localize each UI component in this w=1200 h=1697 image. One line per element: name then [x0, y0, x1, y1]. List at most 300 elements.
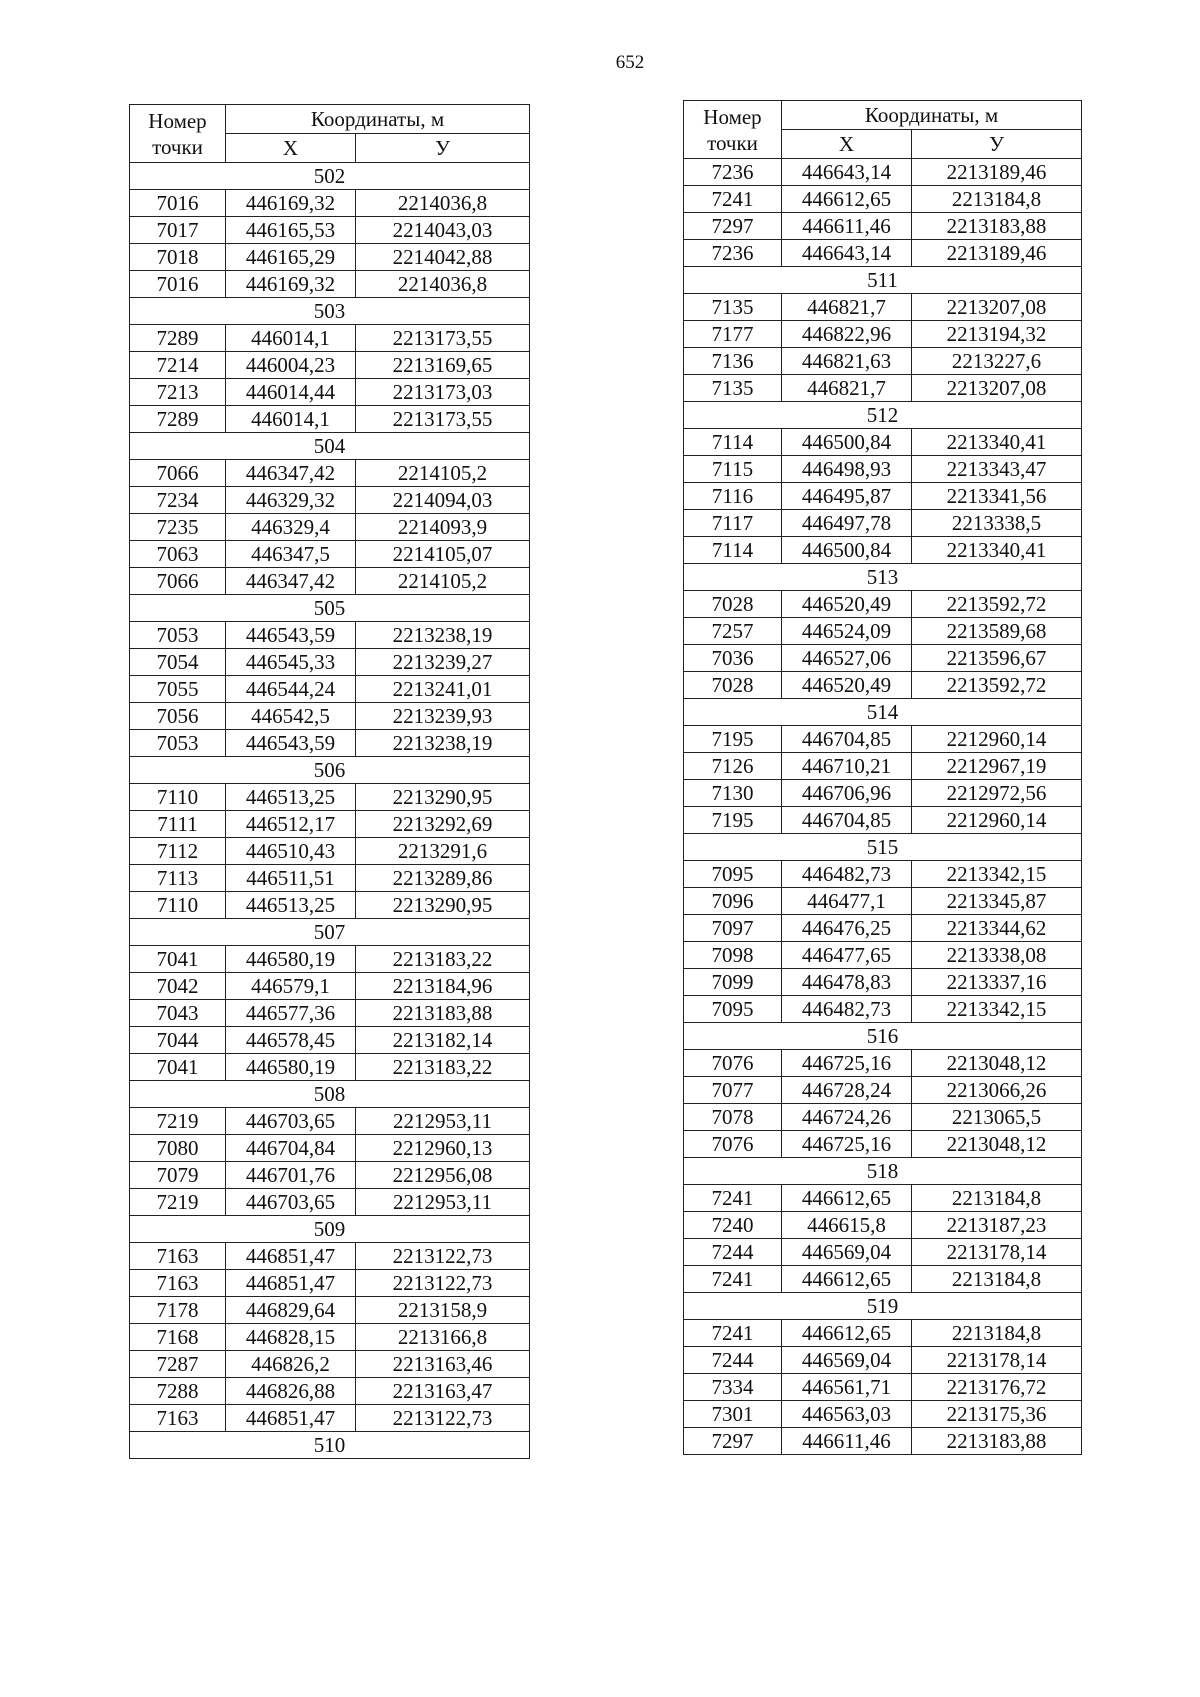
x-coordinate-cell: 446477,1 — [782, 888, 912, 915]
table-row — [684, 942, 1082, 969]
y-coordinate-cell: 2213182,14 — [356, 1027, 530, 1054]
y-coordinate-cell: 2213340,41 — [912, 429, 1082, 456]
x-coordinate-cell: 446578,45 — [226, 1027, 356, 1054]
table-row — [130, 892, 530, 919]
x-coordinate-cell: 446851,47 — [226, 1405, 356, 1432]
header-x: X — [226, 134, 356, 163]
table-row — [684, 1185, 1082, 1212]
group-row — [684, 564, 1082, 591]
point-number-cell: 7130 — [684, 780, 782, 807]
point-number-cell: 7112 — [130, 838, 226, 865]
table-row — [684, 1239, 1082, 1266]
x-coordinate-cell: 446498,93 — [782, 456, 912, 483]
y-coordinate-cell: 2213345,87 — [912, 888, 1082, 915]
x-coordinate-cell: 446569,04 — [782, 1347, 912, 1374]
table-row — [684, 726, 1082, 753]
x-coordinate-cell: 446851,47 — [226, 1270, 356, 1297]
group-row — [684, 267, 1082, 294]
table-row — [684, 186, 1082, 213]
x-coordinate-cell: 446611,46 — [782, 1428, 912, 1455]
x-coordinate-cell: 446545,33 — [226, 649, 356, 676]
y-coordinate-cell: 2213183,88 — [356, 1000, 530, 1027]
group-label: 506 — [130, 757, 530, 784]
table-row — [130, 784, 530, 811]
x-coordinate-cell: 446569,04 — [782, 1239, 912, 1266]
group-row — [684, 1158, 1082, 1185]
point-number-cell: 7043 — [130, 1000, 226, 1027]
x-coordinate-cell: 446347,42 — [226, 568, 356, 595]
point-number-cell: 7095 — [684, 861, 782, 888]
x-coordinate-cell: 446524,09 — [782, 618, 912, 645]
x-coordinate-cell: 446542,5 — [226, 703, 356, 730]
point-number-cell: 7136 — [684, 348, 782, 375]
y-coordinate-cell: 2213343,47 — [912, 456, 1082, 483]
table-row — [130, 703, 530, 730]
table-row — [684, 510, 1082, 537]
point-number-cell: 7053 — [130, 622, 226, 649]
point-number-cell: 7288 — [130, 1378, 226, 1405]
y-coordinate-cell: 2213178,14 — [912, 1239, 1082, 1266]
point-number-cell: 7054 — [130, 649, 226, 676]
x-coordinate-cell: 446704,84 — [226, 1135, 356, 1162]
x-coordinate-cell: 446169,32 — [226, 190, 356, 217]
y-coordinate-cell: 2213175,36 — [912, 1401, 1082, 1428]
point-number-cell: 7234 — [130, 487, 226, 514]
group-label: 516 — [684, 1023, 1082, 1050]
y-coordinate-cell: 2213183,22 — [356, 946, 530, 973]
y-coordinate-cell: 2213337,16 — [912, 969, 1082, 996]
table-row — [684, 861, 1082, 888]
x-coordinate-cell: 446495,87 — [782, 483, 912, 510]
point-number-cell: 7078 — [684, 1104, 782, 1131]
table-row — [130, 406, 530, 433]
x-coordinate-cell: 446706,96 — [782, 780, 912, 807]
x-coordinate-cell: 446482,73 — [782, 996, 912, 1023]
table-row — [684, 1401, 1082, 1428]
x-coordinate-cell: 446703,65 — [226, 1189, 356, 1216]
x-coordinate-cell: 446724,26 — [782, 1104, 912, 1131]
y-coordinate-cell: 2213066,26 — [912, 1077, 1082, 1104]
table-row — [130, 325, 530, 352]
table-row — [684, 753, 1082, 780]
point-number-cell: 7163 — [130, 1243, 226, 1270]
y-coordinate-cell: 2213338,08 — [912, 942, 1082, 969]
group-label: 504 — [130, 433, 530, 460]
point-number-cell: 7017 — [130, 217, 226, 244]
y-coordinate-cell: 2213342,15 — [912, 861, 1082, 888]
point-number-cell: 7241 — [684, 1185, 782, 1212]
y-coordinate-cell: 2213163,47 — [356, 1378, 530, 1405]
group-label: 512 — [684, 402, 1082, 429]
point-number-cell: 7244 — [684, 1239, 782, 1266]
table-row — [130, 460, 530, 487]
x-coordinate-cell: 446510,43 — [226, 838, 356, 865]
point-number-cell: 7135 — [684, 375, 782, 402]
x-coordinate-cell: 446482,73 — [782, 861, 912, 888]
point-number-cell: 7241 — [684, 186, 782, 213]
point-number-cell: 7076 — [684, 1131, 782, 1158]
point-number-cell: 7111 — [130, 811, 226, 838]
y-coordinate-cell: 2214042,88 — [356, 244, 530, 271]
table-row — [130, 811, 530, 838]
header-point-line1: Номер — [148, 108, 207, 133]
y-coordinate-cell: 2213184,8 — [912, 1185, 1082, 1212]
table-row — [684, 294, 1082, 321]
x-coordinate-cell: 446563,03 — [782, 1401, 912, 1428]
table-row — [130, 379, 530, 406]
group-row — [684, 402, 1082, 429]
point-number-cell: 7053 — [130, 730, 226, 757]
x-coordinate-cell: 446822,96 — [782, 321, 912, 348]
x-coordinate-cell: 446476,25 — [782, 915, 912, 942]
coordinates-table-left — [129, 104, 530, 1459]
x-coordinate-cell: 446643,14 — [782, 159, 912, 186]
y-coordinate-cell: 2213338,5 — [912, 510, 1082, 537]
point-number-cell: 7115 — [684, 456, 782, 483]
y-coordinate-cell: 2213184,8 — [912, 186, 1082, 213]
y-coordinate-cell: 2213239,93 — [356, 703, 530, 730]
y-coordinate-cell: 2213169,65 — [356, 352, 530, 379]
table-row — [130, 622, 530, 649]
x-coordinate-cell: 446612,65 — [782, 1185, 912, 1212]
table-row — [684, 537, 1082, 564]
group-label: 515 — [684, 834, 1082, 861]
point-number-cell: 7214 — [130, 352, 226, 379]
group-label: 508 — [130, 1081, 530, 1108]
y-coordinate-cell: 2213173,03 — [356, 379, 530, 406]
page-number: 652 — [615, 52, 645, 73]
y-coordinate-cell: 2213122,73 — [356, 1243, 530, 1270]
y-coordinate-cell: 2213166,8 — [356, 1324, 530, 1351]
y-coordinate-cell: 2214036,8 — [356, 271, 530, 298]
group-row — [130, 1216, 530, 1243]
y-coordinate-cell: 2212960,13 — [356, 1135, 530, 1162]
point-number-cell: 7114 — [684, 429, 782, 456]
x-coordinate-cell: 446512,17 — [226, 811, 356, 838]
table-row — [684, 159, 1082, 186]
point-number-cell: 7241 — [684, 1266, 782, 1293]
point-number-cell: 7114 — [684, 537, 782, 564]
point-number-cell: 7076 — [684, 1050, 782, 1077]
x-coordinate-cell: 446703,65 — [226, 1108, 356, 1135]
group-label: 502 — [130, 163, 530, 190]
point-number-cell: 7195 — [684, 807, 782, 834]
x-coordinate-cell: 446513,25 — [226, 892, 356, 919]
table-row — [684, 1050, 1082, 1077]
x-coordinate-cell: 446347,5 — [226, 541, 356, 568]
header-y: У — [356, 134, 530, 163]
y-coordinate-cell: 2213342,15 — [912, 996, 1082, 1023]
x-coordinate-cell: 446014,1 — [226, 406, 356, 433]
header-point-line1: Номер — [703, 104, 762, 129]
y-coordinate-cell: 2214094,03 — [356, 487, 530, 514]
header-point-line2: точки — [707, 130, 758, 155]
point-number-cell: 7056 — [130, 703, 226, 730]
y-coordinate-cell: 2213207,08 — [912, 294, 1082, 321]
point-number-cell: 7042 — [130, 973, 226, 1000]
x-coordinate-cell: 446329,32 — [226, 487, 356, 514]
point-number-cell: 7018 — [130, 244, 226, 271]
y-coordinate-cell: 2213207,08 — [912, 375, 1082, 402]
y-coordinate-cell: 2213173,55 — [356, 406, 530, 433]
table-row — [684, 915, 1082, 942]
x-coordinate-cell: 446014,1 — [226, 325, 356, 352]
y-coordinate-cell: 2213189,46 — [912, 240, 1082, 267]
table-row — [684, 996, 1082, 1023]
x-coordinate-cell: 446165,53 — [226, 217, 356, 244]
y-coordinate-cell: 2213048,12 — [912, 1131, 1082, 1158]
x-coordinate-cell: 446725,16 — [782, 1131, 912, 1158]
point-number-cell: 7289 — [130, 406, 226, 433]
point-number-cell: 7110 — [130, 892, 226, 919]
point-number-cell: 7028 — [684, 591, 782, 618]
y-coordinate-cell: 2214093,9 — [356, 514, 530, 541]
y-coordinate-cell: 2213289,86 — [356, 865, 530, 892]
table-row — [130, 271, 530, 298]
x-coordinate-cell: 446643,14 — [782, 240, 912, 267]
point-number-cell: 7098 — [684, 942, 782, 969]
x-coordinate-cell: 446580,19 — [226, 946, 356, 973]
y-coordinate-cell: 2213184,96 — [356, 973, 530, 1000]
x-coordinate-cell: 446612,65 — [782, 186, 912, 213]
table-row — [684, 213, 1082, 240]
group-row — [130, 163, 530, 190]
table-row — [684, 969, 1082, 996]
y-coordinate-cell: 2212953,11 — [356, 1108, 530, 1135]
x-coordinate-cell: 446513,25 — [226, 784, 356, 811]
group-label: 519 — [684, 1293, 1082, 1320]
x-coordinate-cell: 446710,21 — [782, 753, 912, 780]
table-row — [684, 807, 1082, 834]
table-row — [684, 1077, 1082, 1104]
point-number-cell: 7334 — [684, 1374, 782, 1401]
table-row — [684, 1212, 1082, 1239]
point-number-cell: 7066 — [130, 460, 226, 487]
table-row — [684, 1104, 1082, 1131]
point-number-cell: 7099 — [684, 969, 782, 996]
table-row — [130, 1270, 530, 1297]
point-number-cell: 7113 — [130, 865, 226, 892]
group-row — [684, 1293, 1082, 1320]
table-row — [130, 649, 530, 676]
group-label: 511 — [684, 267, 1082, 294]
table-row — [130, 1000, 530, 1027]
point-number-cell: 7063 — [130, 541, 226, 568]
y-coordinate-cell: 2214105,2 — [356, 568, 530, 595]
table-row — [684, 1374, 1082, 1401]
y-coordinate-cell: 2213238,19 — [356, 622, 530, 649]
point-number-cell: 7236 — [684, 159, 782, 186]
group-row — [130, 298, 530, 325]
x-coordinate-cell: 446520,49 — [782, 591, 912, 618]
y-coordinate-cell: 2213183,22 — [356, 1054, 530, 1081]
table-row — [130, 541, 530, 568]
y-coordinate-cell: 2213238,19 — [356, 730, 530, 757]
point-number-cell: 7028 — [684, 672, 782, 699]
x-coordinate-cell: 446828,15 — [226, 1324, 356, 1351]
table-row — [130, 973, 530, 1000]
point-number-cell: 7163 — [130, 1270, 226, 1297]
y-coordinate-cell: 2213341,56 — [912, 483, 1082, 510]
y-coordinate-cell: 2213290,95 — [356, 784, 530, 811]
y-coordinate-cell: 2212967,19 — [912, 753, 1082, 780]
y-coordinate-cell: 2212956,08 — [356, 1162, 530, 1189]
point-number-cell: 7240 — [684, 1212, 782, 1239]
group-label: 510 — [130, 1432, 530, 1459]
point-number-cell: 7036 — [684, 645, 782, 672]
group-row — [130, 433, 530, 460]
table-row — [130, 1162, 530, 1189]
header-coordinates: Координаты, м — [226, 105, 530, 134]
x-coordinate-cell: 446612,65 — [782, 1320, 912, 1347]
table-row — [130, 1324, 530, 1351]
table-row — [684, 483, 1082, 510]
table-row — [684, 321, 1082, 348]
point-number-cell: 7097 — [684, 915, 782, 942]
y-coordinate-cell: 2213589,68 — [912, 618, 1082, 645]
table-row — [684, 429, 1082, 456]
table-row — [684, 780, 1082, 807]
y-coordinate-cell: 2212953,11 — [356, 1189, 530, 1216]
x-coordinate-cell: 446544,24 — [226, 676, 356, 703]
point-number-cell: 7016 — [130, 190, 226, 217]
group-row — [130, 1432, 530, 1459]
table-body-left — [130, 163, 530, 1459]
x-coordinate-cell: 446821,7 — [782, 375, 912, 402]
header-point-line2: точки — [152, 134, 203, 159]
x-coordinate-cell: 446615,8 — [782, 1212, 912, 1239]
table-row — [130, 487, 530, 514]
y-coordinate-cell: 2213122,73 — [356, 1405, 530, 1432]
x-coordinate-cell: 446826,88 — [226, 1378, 356, 1405]
x-coordinate-cell: 446477,65 — [782, 942, 912, 969]
x-coordinate-cell: 446561,71 — [782, 1374, 912, 1401]
table-row — [130, 1378, 530, 1405]
x-coordinate-cell: 446821,7 — [782, 294, 912, 321]
x-coordinate-cell: 446500,84 — [782, 537, 912, 564]
y-coordinate-cell: 2213183,88 — [912, 213, 1082, 240]
header-coordinates: Координаты, м — [782, 101, 1082, 130]
y-coordinate-cell: 2213189,46 — [912, 159, 1082, 186]
point-number-cell: 7244 — [684, 1347, 782, 1374]
x-coordinate-cell: 446014,44 — [226, 379, 356, 406]
y-coordinate-cell: 2213592,72 — [912, 672, 1082, 699]
point-number-cell: 7301 — [684, 1401, 782, 1428]
point-number-cell: 7297 — [684, 213, 782, 240]
x-coordinate-cell: 446500,84 — [782, 429, 912, 456]
x-coordinate-cell: 446611,46 — [782, 213, 912, 240]
y-coordinate-cell: 2213241,01 — [356, 676, 530, 703]
x-coordinate-cell: 446580,19 — [226, 1054, 356, 1081]
table-row — [684, 1347, 1082, 1374]
group-label: 518 — [684, 1158, 1082, 1185]
x-coordinate-cell: 446704,85 — [782, 726, 912, 753]
point-number-cell: 7095 — [684, 996, 782, 1023]
y-coordinate-cell: 2214105,07 — [356, 541, 530, 568]
y-coordinate-cell: 2213194,32 — [912, 321, 1082, 348]
y-coordinate-cell: 2213122,73 — [356, 1270, 530, 1297]
x-coordinate-cell: 446543,59 — [226, 730, 356, 757]
point-number-cell: 7219 — [130, 1189, 226, 1216]
table-row — [684, 375, 1082, 402]
y-coordinate-cell: 2213344,62 — [912, 915, 1082, 942]
header-x: X — [782, 130, 912, 159]
x-coordinate-cell: 446704,85 — [782, 807, 912, 834]
x-coordinate-cell: 446329,4 — [226, 514, 356, 541]
header-point-number — [684, 101, 782, 159]
point-number-cell: 7096 — [684, 888, 782, 915]
x-coordinate-cell: 446511,51 — [226, 865, 356, 892]
x-coordinate-cell: 446347,42 — [226, 460, 356, 487]
y-coordinate-cell: 2212960,14 — [912, 726, 1082, 753]
x-coordinate-cell: 446004,23 — [226, 352, 356, 379]
group-label: 513 — [684, 564, 1082, 591]
table-row — [130, 676, 530, 703]
table-row — [130, 730, 530, 757]
table-row — [130, 568, 530, 595]
table-row — [130, 1135, 530, 1162]
x-coordinate-cell: 446165,29 — [226, 244, 356, 271]
y-coordinate-cell: 2213239,27 — [356, 649, 530, 676]
group-row — [130, 1081, 530, 1108]
coordinates-table-right — [683, 100, 1082, 1455]
point-number-cell: 7195 — [684, 726, 782, 753]
x-coordinate-cell: 446478,83 — [782, 969, 912, 996]
table-row — [130, 1243, 530, 1270]
point-number-cell: 7289 — [130, 325, 226, 352]
x-coordinate-cell: 446169,32 — [226, 271, 356, 298]
point-number-cell: 7079 — [130, 1162, 226, 1189]
x-coordinate-cell: 446851,47 — [226, 1243, 356, 1270]
table-row — [130, 1108, 530, 1135]
table-row — [130, 1054, 530, 1081]
x-coordinate-cell: 446701,76 — [226, 1162, 356, 1189]
x-coordinate-cell: 446829,64 — [226, 1297, 356, 1324]
group-label: 509 — [130, 1216, 530, 1243]
y-coordinate-cell: 2213292,69 — [356, 811, 530, 838]
point-number-cell: 7297 — [684, 1428, 782, 1455]
group-row — [130, 919, 530, 946]
x-coordinate-cell: 446543,59 — [226, 622, 356, 649]
y-coordinate-cell: 2212960,14 — [912, 807, 1082, 834]
x-coordinate-cell: 446725,16 — [782, 1050, 912, 1077]
table-row — [684, 888, 1082, 915]
point-number-cell: 7080 — [130, 1135, 226, 1162]
group-row — [684, 834, 1082, 861]
header-point-number — [130, 105, 226, 163]
group-label: 507 — [130, 919, 530, 946]
y-coordinate-cell: 2214043,03 — [356, 217, 530, 244]
x-coordinate-cell: 446826,2 — [226, 1351, 356, 1378]
table-row — [130, 1297, 530, 1324]
y-coordinate-cell: 2213291,6 — [356, 838, 530, 865]
table-row — [684, 1266, 1082, 1293]
point-number-cell: 7235 — [130, 514, 226, 541]
x-coordinate-cell: 446527,06 — [782, 645, 912, 672]
point-number-cell: 7116 — [684, 483, 782, 510]
table-body-right — [684, 159, 1082, 1455]
x-coordinate-cell: 446520,49 — [782, 672, 912, 699]
x-coordinate-cell: 446579,1 — [226, 973, 356, 1000]
point-number-cell: 7044 — [130, 1027, 226, 1054]
y-coordinate-cell: 2213183,88 — [912, 1428, 1082, 1455]
x-coordinate-cell: 446821,63 — [782, 348, 912, 375]
y-coordinate-cell: 2213187,23 — [912, 1212, 1082, 1239]
x-coordinate-cell: 446612,65 — [782, 1266, 912, 1293]
point-number-cell: 7016 — [130, 271, 226, 298]
x-coordinate-cell: 446728,24 — [782, 1077, 912, 1104]
table-row — [130, 514, 530, 541]
